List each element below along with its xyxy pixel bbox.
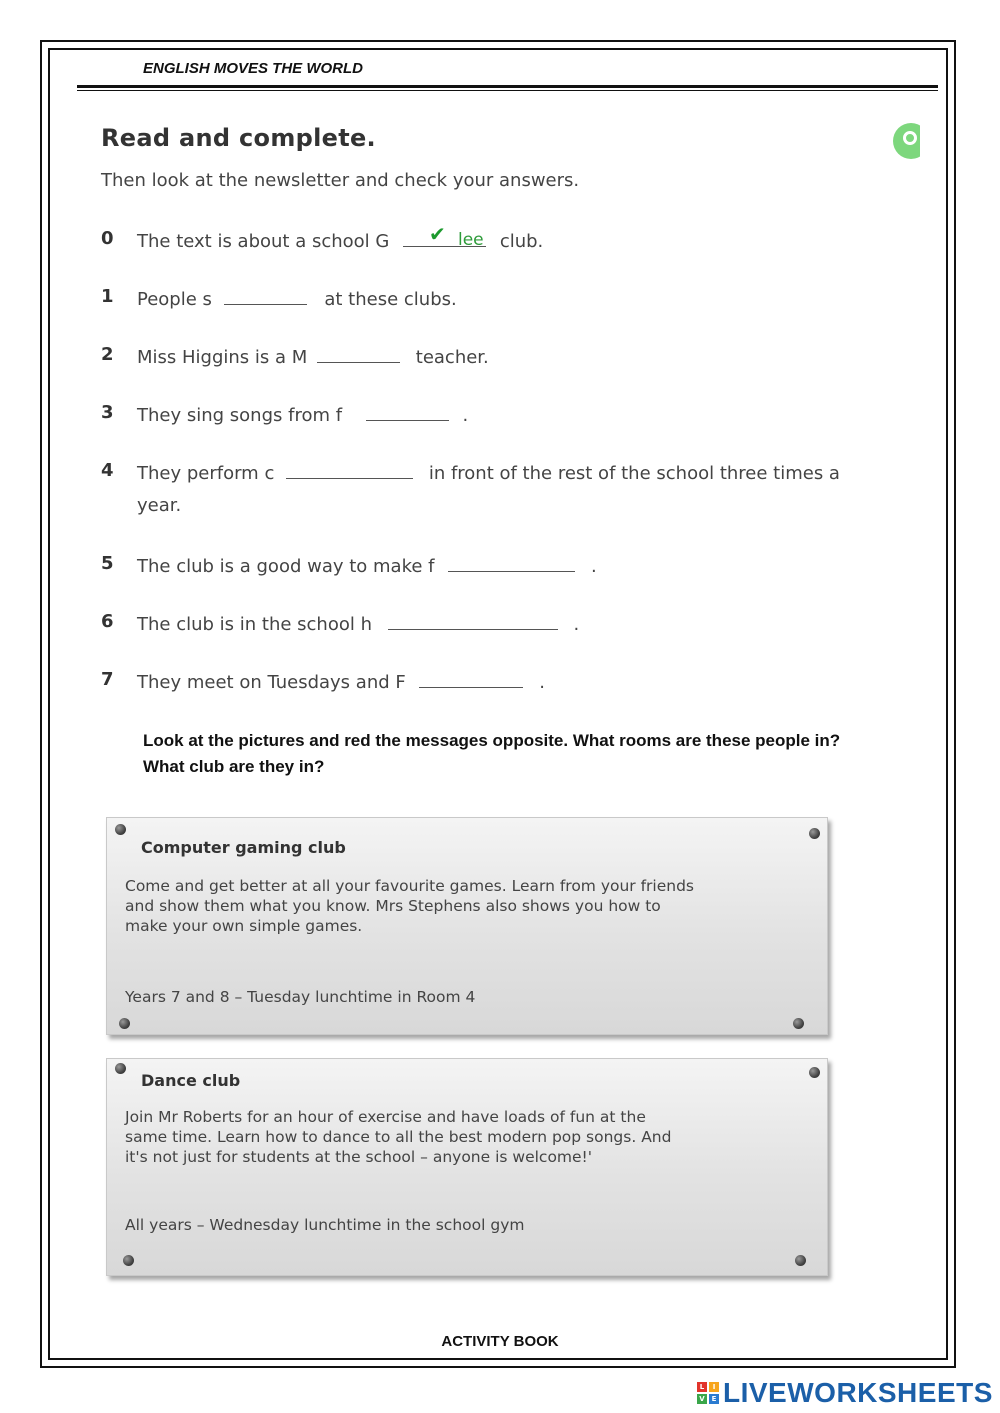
question-3-after: . — [462, 405, 469, 426]
question-7 — [137, 669, 545, 693]
header-rule-thin — [77, 90, 938, 91]
note-title: Dance club — [141, 1071, 241, 1090]
answer-value-0: lee — [458, 230, 484, 250]
question-4-continuation: year. — [137, 495, 182, 516]
note-body — [125, 876, 815, 936]
pin-icon — [123, 1255, 134, 1266]
pin-icon — [119, 1018, 130, 1029]
reading-instruction: Look at the pictures and red the messages opposite. What rooms are these people in? What club are they in? — [143, 731, 841, 776]
question-0-text: The text is about a school G — [137, 231, 390, 252]
exercise-title: Read and complete. — [101, 124, 376, 152]
note-body-line: and show them what you know. Mrs Stephens also shows you how to — [125, 897, 661, 915]
pin-icon — [809, 828, 820, 839]
question-3 — [137, 402, 468, 426]
question-number-2: 2 — [101, 344, 114, 365]
note-title: Computer gaming club — [141, 838, 346, 857]
logo-blocks-icon: L I V E — [697, 1382, 719, 1404]
question-7-text: They meet on Tuesdays and F — [137, 672, 406, 693]
question-number-5: 5 — [101, 553, 114, 574]
question-0-after: club. — [499, 231, 544, 252]
question-2-text: Miss Higgins is a M — [137, 347, 308, 368]
note-card-dance — [106, 1058, 828, 1276]
question-5 — [137, 553, 597, 577]
badge-ring-icon — [903, 131, 917, 145]
question-1-after: at these clubs. — [324, 289, 457, 310]
note-body — [125, 1107, 815, 1167]
note-body-line: Join Mr Roberts for an hour of exercise and have loads of fun at the — [125, 1108, 646, 1126]
question-2 — [137, 344, 489, 368]
question-number-4: 4 — [101, 460, 114, 481]
question-2-after: teacher. — [415, 347, 489, 368]
answer-blank-2[interactable] — [317, 344, 400, 363]
question-number-3: 3 — [101, 402, 114, 423]
check-mark-icon: ✔ — [429, 222, 446, 246]
exercise-subtitle: Then look at the newsletter and check your answers. — [101, 170, 580, 191]
note-body-line: it's not just for students at the school – anyone is welcome!' — [125, 1148, 593, 1166]
header-rule — [77, 85, 938, 88]
answer-blank-7[interactable] — [419, 669, 523, 688]
series-title: ENGLISH MOVES THE WORLD — [143, 60, 364, 77]
pin-icon — [115, 824, 126, 835]
note-schedule: All years – Wednesday lunchtime in the school gym — [125, 1216, 525, 1234]
question-number-7: 7 — [101, 669, 114, 690]
question-3-text: They sing songs from f — [137, 405, 343, 426]
pin-icon — [809, 1067, 820, 1078]
note-schedule: Years 7 and 8 – Tuesday lunchtime in Room 4 — [125, 988, 476, 1006]
liveworksheets-logo[interactable] — [697, 1378, 993, 1408]
note-body-line: Come and get better at all your favourite games. Learn from your friends — [125, 877, 695, 895]
question-7-after: . — [539, 672, 545, 693]
pin-icon — [115, 1063, 126, 1074]
question-1-text: People s — [137, 289, 212, 310]
question-5-text: The club is a good way to make f — [137, 556, 435, 577]
note-card-computer-gaming — [106, 817, 828, 1035]
brand-name: LIVEWORKSHEETS — [723, 1377, 993, 1408]
answer-blank-4[interactable] — [286, 460, 413, 479]
question-6 — [137, 611, 579, 635]
answer-blank-1[interactable] — [224, 286, 307, 305]
pin-icon — [793, 1018, 804, 1029]
question-4 — [137, 460, 840, 484]
answer-blank-3[interactable] — [366, 402, 449, 421]
answer-blank-5[interactable] — [448, 553, 575, 572]
question-5-after: . — [590, 556, 597, 577]
question-6-after: . — [573, 614, 580, 635]
question-number-1: 1 — [101, 286, 114, 307]
note-body-line: same time. Learn how to dance to all the best modern pop songs. And — [125, 1128, 672, 1146]
question-6-text: The club is in the school h — [137, 614, 372, 635]
note-body-line: make your own simple games. — [125, 917, 363, 935]
question-number-0: 0 — [101, 228, 114, 249]
question-4-text: They perform c — [137, 463, 275, 484]
footer-label: ACTIVITY BOOK — [441, 1333, 559, 1350]
question-1 — [137, 286, 457, 310]
pin-icon — [795, 1255, 806, 1266]
question-4-after: in front of the rest of the school three times a — [428, 463, 840, 484]
question-number-6: 6 — [101, 611, 114, 632]
answer-blank-6[interactable] — [388, 611, 558, 630]
